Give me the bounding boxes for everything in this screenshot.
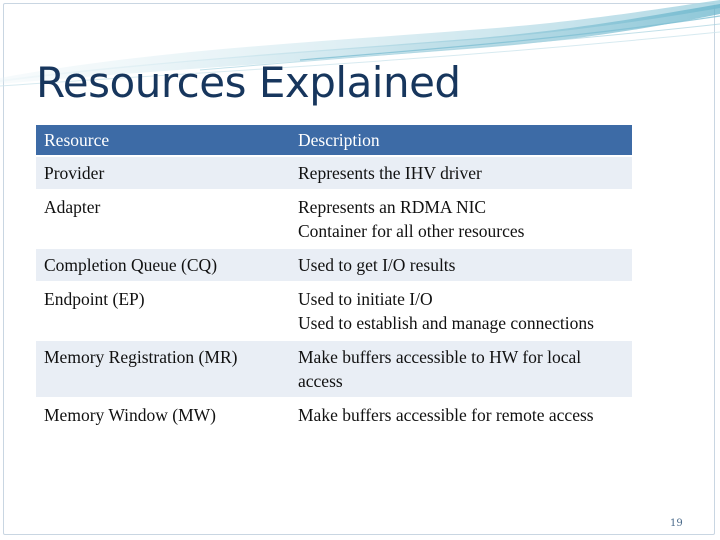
description-cell: Used to get I/O results	[290, 248, 632, 282]
table-row	[36, 398, 632, 432]
resource-cell: Adapter	[36, 190, 290, 248]
table-row	[36, 156, 632, 190]
resource-cell: Endpoint (EP)	[36, 282, 290, 340]
table-row	[36, 248, 632, 282]
description-cell: Make buffers accessible to HW for local access	[290, 340, 632, 398]
table-row	[36, 190, 632, 248]
table-row	[36, 340, 632, 398]
description-cell: Represents the IHV driver	[290, 156, 632, 190]
resource-cell: Memory Window (MW)	[36, 398, 290, 432]
description-cell: Make buffers accessible for remote access	[290, 398, 632, 432]
description-cell: Represents an RDMA NIC Container for all other resources	[290, 190, 632, 248]
resource-cell: Memory Registration (MR)	[36, 340, 290, 398]
description-cell: Used to initiate I/O Used to establish and manage connections	[290, 282, 632, 340]
page-number: 19	[670, 518, 683, 529]
table-header-row	[36, 125, 632, 156]
resources-table	[36, 125, 632, 433]
column-header-resource: Resource	[36, 125, 290, 156]
column-header-description: Description	[290, 125, 632, 156]
slide-title: Resources Explained	[36, 58, 461, 107]
table-row	[36, 282, 632, 340]
resource-cell: Completion Queue (CQ)	[36, 248, 290, 282]
resource-cell: Provider	[36, 156, 290, 190]
